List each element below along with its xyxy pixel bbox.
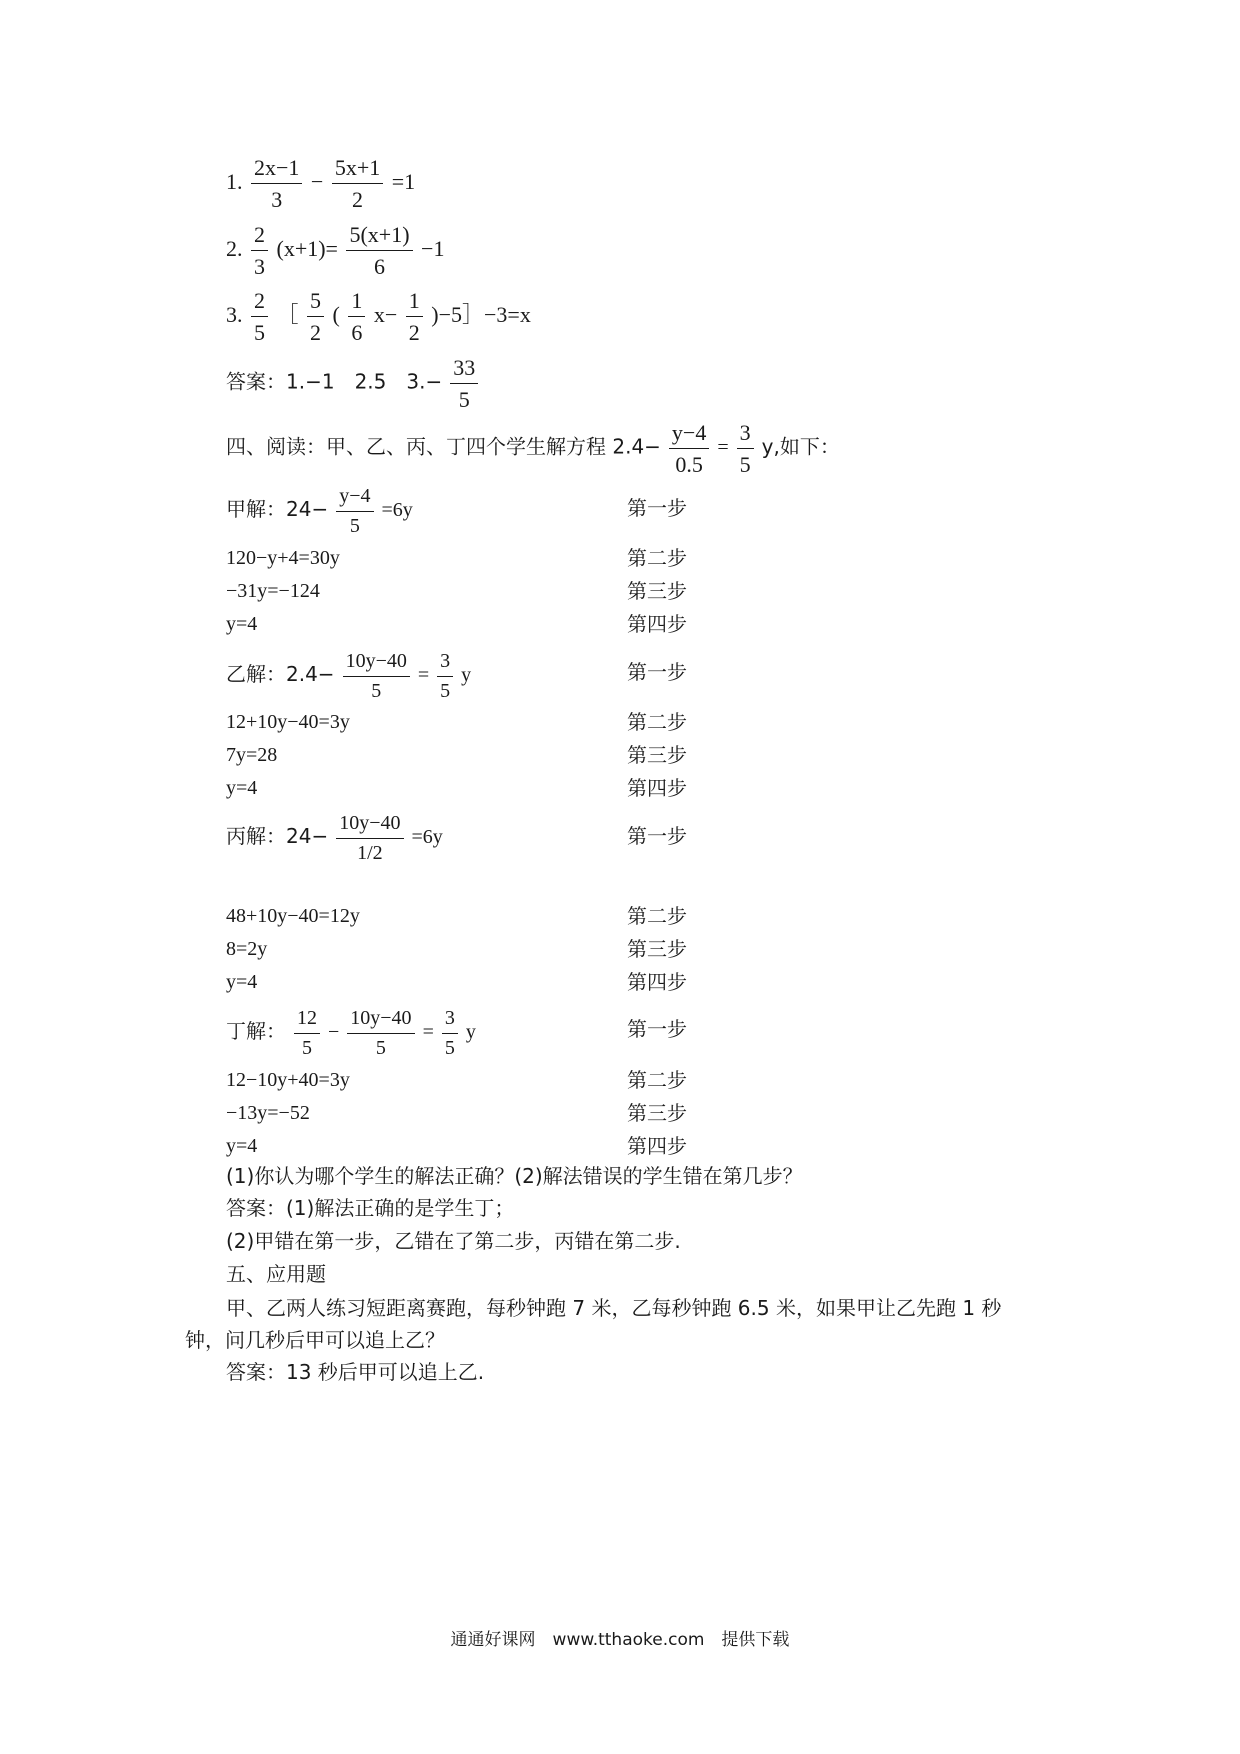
section4-answer2: (2)甲错在第一步，乙错在了第二步，丙错在第二步. — [226, 1229, 681, 1253]
ding-step4: y=4 — [226, 1135, 258, 1157]
problem-2: 2. $\frac{2}{3}$ (x+1)= $\frac{5(x+1)}{6}$ −1 — [226, 222, 445, 280]
jia-step1: 甲解：24− $\frac{y-4}{5}$ =6y — [226, 485, 413, 537]
yi-step3: 7y=28 — [226, 744, 278, 766]
bing-step2: 48+10y−40=12y — [226, 905, 360, 927]
step-label: 第一步 — [627, 1017, 687, 1041]
step-label: 第二步 — [627, 710, 687, 734]
step-label: 第二步 — [627, 546, 687, 570]
problem-1: 1. $\frac{2x-1}{3}$ − $\frac{5x+1}{2}$ =1 — [226, 155, 416, 213]
bing-step3: 8=2y — [226, 938, 268, 960]
jia-step2: 120−y+4=30y — [226, 547, 340, 569]
ding-step3: −13y=−52 — [226, 1102, 310, 1124]
step-label: 第一步 — [627, 824, 687, 848]
step-label: 第一步 — [627, 496, 687, 520]
bing-step4: y=4 — [226, 971, 258, 993]
section4-question: (1)你认为哪个学生的解法正确？(2)解法错误的学生错在第几步？ — [226, 1164, 803, 1188]
jia-step3: −31y=−124 — [226, 580, 320, 602]
step-label: 第四步 — [627, 1134, 687, 1158]
step-label: 第二步 — [627, 904, 687, 928]
yi-step4: y=4 — [226, 777, 258, 799]
problem-3: 3. $\frac{2}{5}$ ［ $\frac{5}{2}$ ( $\frac{1}{6}$ x− $\frac{1}{2}$ )−5］−3=x — [226, 288, 531, 346]
step-label: 第四步 — [627, 612, 687, 636]
step-label: 第二步 — [627, 1068, 687, 1092]
page-footer: 通通好课网 www.tthaoke.com 提供下载 — [450, 1630, 790, 1650]
step-label: 第三步 — [627, 743, 687, 767]
step-label: 第一步 — [627, 660, 687, 684]
step-label: 第三步 — [627, 1101, 687, 1125]
step-label: 第四步 — [627, 970, 687, 994]
section5-title: 五、应用题 — [226, 1262, 326, 1286]
ding-step1: 丁解： $\frac{12}{5}$ − $\frac{10y-40}{5}$ = $\frac{3}{5}$ y — [226, 1007, 476, 1059]
section4-intro: 四、阅读：甲、乙、丙、丁四个学生解方程 2.4− $\frac{y-4}{0.5}$ = $\frac{3}{5}$ y,如下： — [226, 420, 840, 478]
step-label: 第三步 — [627, 579, 687, 603]
section5-line1: 甲、乙两人练习短距离赛跑，每秒钟跑 7 米，乙每秒钟跑 6.5 米，如果甲让乙先跑 1 秒 — [226, 1296, 1002, 1320]
yi-step2: 12+10y−40=3y — [226, 711, 350, 733]
section5-answer: 答案：13 秒后甲可以追上乙. — [226, 1360, 485, 1384]
yi-step1: 乙解：2.4− $\frac{10y-40}{5}$ = $\frac{3}{5}$ y — [226, 650, 472, 702]
step-label: 第三步 — [627, 937, 687, 961]
bing-step1: 丙解：24− $\frac{10y-40}{1/2}$ =6y — [226, 812, 443, 864]
step-label: 第四步 — [627, 776, 687, 800]
ding-step2: 12−10y+40=3y — [226, 1069, 350, 1091]
jia-step4: y=4 — [226, 613, 258, 635]
section4-answer1: 答案：(1)解法正确的是学生丁； — [226, 1196, 515, 1220]
answers-line: 答案：1.−1 2.5 3.− $\frac{33}{5}$ — [226, 355, 481, 413]
section5-line2: 钟，问几秒后甲可以追上乙？ — [185, 1328, 445, 1352]
